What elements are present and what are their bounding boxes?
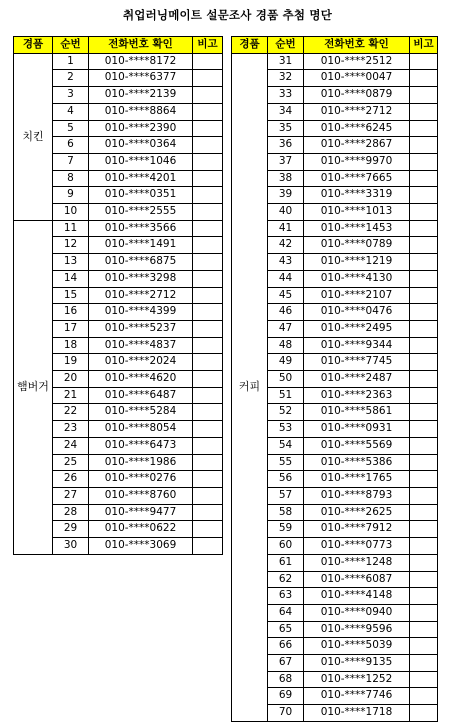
phone-cell: 010-****5284 (89, 404, 193, 421)
number-cell: 1 (53, 53, 89, 70)
phone-cell: 010-****0364 (89, 137, 193, 154)
note-cell (410, 404, 438, 421)
phone-cell: 010-****4399 (89, 304, 193, 321)
number-cell: 38 (268, 170, 304, 187)
number-cell: 51 (268, 387, 304, 404)
column-header-note: 비고 (193, 37, 223, 54)
note-cell (410, 671, 438, 688)
note-cell (193, 354, 223, 371)
phone-cell: 010-****6087 (304, 571, 410, 588)
phone-cell: 010-****1453 (304, 220, 410, 237)
phone-cell: 010-****4837 (89, 337, 193, 354)
note-cell (193, 454, 223, 471)
note-cell (410, 354, 438, 371)
number-cell: 14 (53, 270, 89, 287)
note-cell (193, 320, 223, 337)
table-header-row (14, 37, 223, 54)
number-cell: 53 (268, 421, 304, 438)
number-cell: 67 (268, 655, 304, 672)
number-cell: 70 (268, 705, 304, 722)
phone-cell: 010-****1013 (304, 204, 410, 221)
phone-cell: 010-****6377 (89, 70, 193, 87)
note-cell (410, 421, 438, 438)
phone-cell: 010-****2139 (89, 87, 193, 104)
phone-cell: 010-****2024 (89, 354, 193, 371)
number-cell: 69 (268, 688, 304, 705)
note-cell (410, 254, 438, 271)
note-cell (410, 705, 438, 722)
number-cell: 23 (53, 421, 89, 438)
page-title: 취업러닝메이트 설문조사 경품 추첨 명단 (122, 8, 333, 22)
phone-cell: 010-****2107 (304, 287, 410, 304)
phone-cell: 010-****2363 (304, 387, 410, 404)
number-cell: 42 (268, 237, 304, 254)
number-cell: 64 (268, 604, 304, 621)
phone-cell: 010-****2495 (304, 320, 410, 337)
number-cell: 68 (268, 671, 304, 688)
note-cell (410, 571, 438, 588)
note-cell (410, 170, 438, 187)
phone-cell: 010-****3319 (304, 187, 410, 204)
phone-cell: 010-****2712 (304, 103, 410, 120)
phone-cell: 010-****0789 (304, 237, 410, 254)
number-cell: 17 (53, 320, 89, 337)
note-cell (193, 187, 223, 204)
phone-cell: 010-****9970 (304, 153, 410, 170)
phone-cell: 010-****3069 (89, 538, 193, 555)
column-header-number: 순번 (268, 37, 304, 54)
number-cell: 63 (268, 588, 304, 605)
number-cell: 4 (53, 103, 89, 120)
number-cell: 30 (53, 538, 89, 555)
phone-cell: 010-****8172 (89, 53, 193, 70)
number-cell: 11 (53, 220, 89, 237)
prize-cell: 커피 (232, 53, 268, 721)
note-cell (193, 204, 223, 221)
note-cell (410, 638, 438, 655)
note-cell (193, 287, 223, 304)
number-cell: 50 (268, 371, 304, 388)
column-header-prize: 경품 (14, 37, 53, 54)
note-cell (410, 655, 438, 672)
number-cell: 8 (53, 170, 89, 187)
note-cell (193, 404, 223, 421)
note-cell (410, 270, 438, 287)
number-cell: 5 (53, 120, 89, 137)
note-cell (193, 53, 223, 70)
winner-table-right (231, 36, 438, 722)
phone-cell: 010-****0476 (304, 304, 410, 321)
phone-cell: 010-****9477 (89, 504, 193, 521)
number-cell: 62 (268, 571, 304, 588)
phone-cell: 010-****2625 (304, 504, 410, 521)
number-cell: 59 (268, 521, 304, 538)
number-cell: 55 (268, 454, 304, 471)
winner-table-left (13, 36, 223, 555)
phone-cell: 010-****5861 (304, 404, 410, 421)
note-cell (410, 137, 438, 154)
note-cell (193, 371, 223, 388)
note-cell (410, 471, 438, 488)
number-cell: 57 (268, 487, 304, 504)
table-header-row (232, 37, 438, 54)
phone-cell: 010-****6245 (304, 120, 410, 137)
number-cell: 25 (53, 454, 89, 471)
phone-cell: 010-****1491 (89, 237, 193, 254)
column-header-prize: 경품 (232, 37, 268, 54)
note-cell (193, 387, 223, 404)
number-cell: 54 (268, 437, 304, 454)
number-cell: 66 (268, 638, 304, 655)
note-cell (193, 337, 223, 354)
note-cell (410, 387, 438, 404)
number-cell: 12 (53, 237, 89, 254)
note-cell (410, 320, 438, 337)
prize-cell: 햄버거 (14, 220, 53, 554)
phone-cell: 010-****6473 (89, 437, 193, 454)
number-cell: 31 (268, 53, 304, 70)
phone-cell: 010-****1252 (304, 671, 410, 688)
phone-cell: 010-****7912 (304, 521, 410, 538)
note-cell (193, 254, 223, 271)
number-cell: 41 (268, 220, 304, 237)
phone-cell: 010-****0931 (304, 421, 410, 438)
note-cell (193, 220, 223, 237)
note-cell (410, 487, 438, 504)
column-header-number: 순번 (53, 37, 89, 54)
note-cell (410, 504, 438, 521)
phone-cell: 010-****3566 (89, 220, 193, 237)
column-header-note: 비고 (410, 37, 438, 54)
number-cell: 37 (268, 153, 304, 170)
note-cell (193, 70, 223, 87)
number-cell: 46 (268, 304, 304, 321)
note-cell (410, 538, 438, 555)
phone-cell: 010-****5237 (89, 320, 193, 337)
phone-cell: 010-****0940 (304, 604, 410, 621)
number-cell: 13 (53, 254, 89, 271)
number-cell: 44 (268, 270, 304, 287)
note-cell (410, 204, 438, 221)
note-cell (410, 437, 438, 454)
note-cell (410, 621, 438, 638)
phone-cell: 010-****0047 (304, 70, 410, 87)
note-cell (193, 538, 223, 555)
note-cell (410, 688, 438, 705)
note-cell (410, 70, 438, 87)
number-cell: 9 (53, 187, 89, 204)
number-cell: 21 (53, 387, 89, 404)
phone-cell: 010-****4201 (89, 170, 193, 187)
number-cell: 52 (268, 404, 304, 421)
phone-cell: 010-****0879 (304, 87, 410, 104)
note-cell (410, 120, 438, 137)
note-cell (193, 153, 223, 170)
note-cell (410, 554, 438, 571)
phone-cell: 010-****0622 (89, 521, 193, 538)
phone-cell: 010-****2867 (304, 137, 410, 154)
number-cell: 32 (268, 70, 304, 87)
number-cell: 18 (53, 337, 89, 354)
phone-cell: 010-****9344 (304, 337, 410, 354)
phone-cell: 010-****7665 (304, 170, 410, 187)
note-cell (410, 521, 438, 538)
phone-cell: 010-****0276 (89, 471, 193, 488)
number-cell: 43 (268, 254, 304, 271)
phone-cell: 010-****1765 (304, 471, 410, 488)
phone-cell: 010-****1986 (89, 454, 193, 471)
number-cell: 3 (53, 87, 89, 104)
note-cell (193, 170, 223, 187)
note-cell (410, 103, 438, 120)
number-cell: 10 (53, 204, 89, 221)
note-cell (410, 87, 438, 104)
phone-cell: 010-****5039 (304, 638, 410, 655)
number-cell: 26 (53, 471, 89, 488)
phone-cell: 010-****7746 (304, 688, 410, 705)
number-cell: 2 (53, 70, 89, 87)
note-cell (193, 487, 223, 504)
number-cell: 36 (268, 137, 304, 154)
phone-cell: 010-****1248 (304, 554, 410, 571)
note-cell (410, 337, 438, 354)
table-row (14, 220, 223, 237)
phone-cell: 010-****2712 (89, 287, 193, 304)
number-cell: 39 (268, 187, 304, 204)
number-cell: 48 (268, 337, 304, 354)
number-cell: 19 (53, 354, 89, 371)
number-cell: 65 (268, 621, 304, 638)
phone-cell: 010-****7745 (304, 354, 410, 371)
number-cell: 61 (268, 554, 304, 571)
phone-cell: 010-****6875 (89, 254, 193, 271)
note-cell (193, 471, 223, 488)
note-cell (410, 371, 438, 388)
number-cell: 6 (53, 137, 89, 154)
number-cell: 34 (268, 103, 304, 120)
number-cell: 49 (268, 354, 304, 371)
note-cell (410, 604, 438, 621)
number-cell: 24 (53, 437, 89, 454)
note-cell (193, 137, 223, 154)
phone-cell: 010-****2390 (89, 120, 193, 137)
phone-cell: 010-****2487 (304, 371, 410, 388)
phone-cell: 010-****9596 (304, 621, 410, 638)
number-cell: 40 (268, 204, 304, 221)
phone-cell: 010-****4620 (89, 371, 193, 388)
number-cell: 7 (53, 153, 89, 170)
phone-cell: 010-****2512 (304, 53, 410, 70)
number-cell: 29 (53, 521, 89, 538)
note-cell (410, 220, 438, 237)
number-cell: 56 (268, 471, 304, 488)
number-cell: 33 (268, 87, 304, 104)
phone-cell: 010-****2555 (89, 204, 193, 221)
prize-cell: 치킨 (14, 53, 53, 220)
phone-cell: 010-****8054 (89, 421, 193, 438)
number-cell: 35 (268, 120, 304, 137)
note-cell (193, 421, 223, 438)
phone-cell: 010-****0351 (89, 187, 193, 204)
note-cell (193, 521, 223, 538)
number-cell: 58 (268, 504, 304, 521)
phone-cell: 010-****3298 (89, 270, 193, 287)
note-cell (410, 454, 438, 471)
column-header-phone: 전화번호 확인 (89, 37, 193, 54)
note-cell (410, 304, 438, 321)
number-cell: 45 (268, 287, 304, 304)
phone-cell: 010-****8793 (304, 487, 410, 504)
note-cell (193, 103, 223, 120)
note-cell (193, 237, 223, 254)
number-cell: 47 (268, 320, 304, 337)
number-cell: 22 (53, 404, 89, 421)
phone-cell: 010-****8864 (89, 103, 193, 120)
note-cell (410, 187, 438, 204)
note-cell (410, 588, 438, 605)
note-cell (193, 120, 223, 137)
number-cell: 20 (53, 371, 89, 388)
phone-cell: 010-****5386 (304, 454, 410, 471)
table-row (232, 53, 438, 70)
note-cell (193, 270, 223, 287)
phone-cell: 010-****4130 (304, 270, 410, 287)
number-cell: 16 (53, 304, 89, 321)
phone-cell: 010-****9135 (304, 655, 410, 672)
number-cell: 27 (53, 487, 89, 504)
number-cell: 60 (268, 538, 304, 555)
number-cell: 28 (53, 504, 89, 521)
phone-cell: 010-****8760 (89, 487, 193, 504)
phone-cell: 010-****4148 (304, 588, 410, 605)
note-cell (410, 153, 438, 170)
phone-cell: 010-****1219 (304, 254, 410, 271)
column-header-phone: 전화번호 확인 (304, 37, 410, 54)
note-cell (193, 437, 223, 454)
note-cell (410, 237, 438, 254)
phone-cell: 010-****6487 (89, 387, 193, 404)
note-cell (193, 87, 223, 104)
note-cell (193, 504, 223, 521)
number-cell: 15 (53, 287, 89, 304)
table-row (14, 53, 223, 70)
note-cell (410, 53, 438, 70)
phone-cell: 010-****1046 (89, 153, 193, 170)
note-cell (410, 287, 438, 304)
phone-cell: 010-****5569 (304, 437, 410, 454)
note-cell (193, 304, 223, 321)
phone-cell: 010-****0773 (304, 538, 410, 555)
phone-cell: 010-****1718 (304, 705, 410, 722)
